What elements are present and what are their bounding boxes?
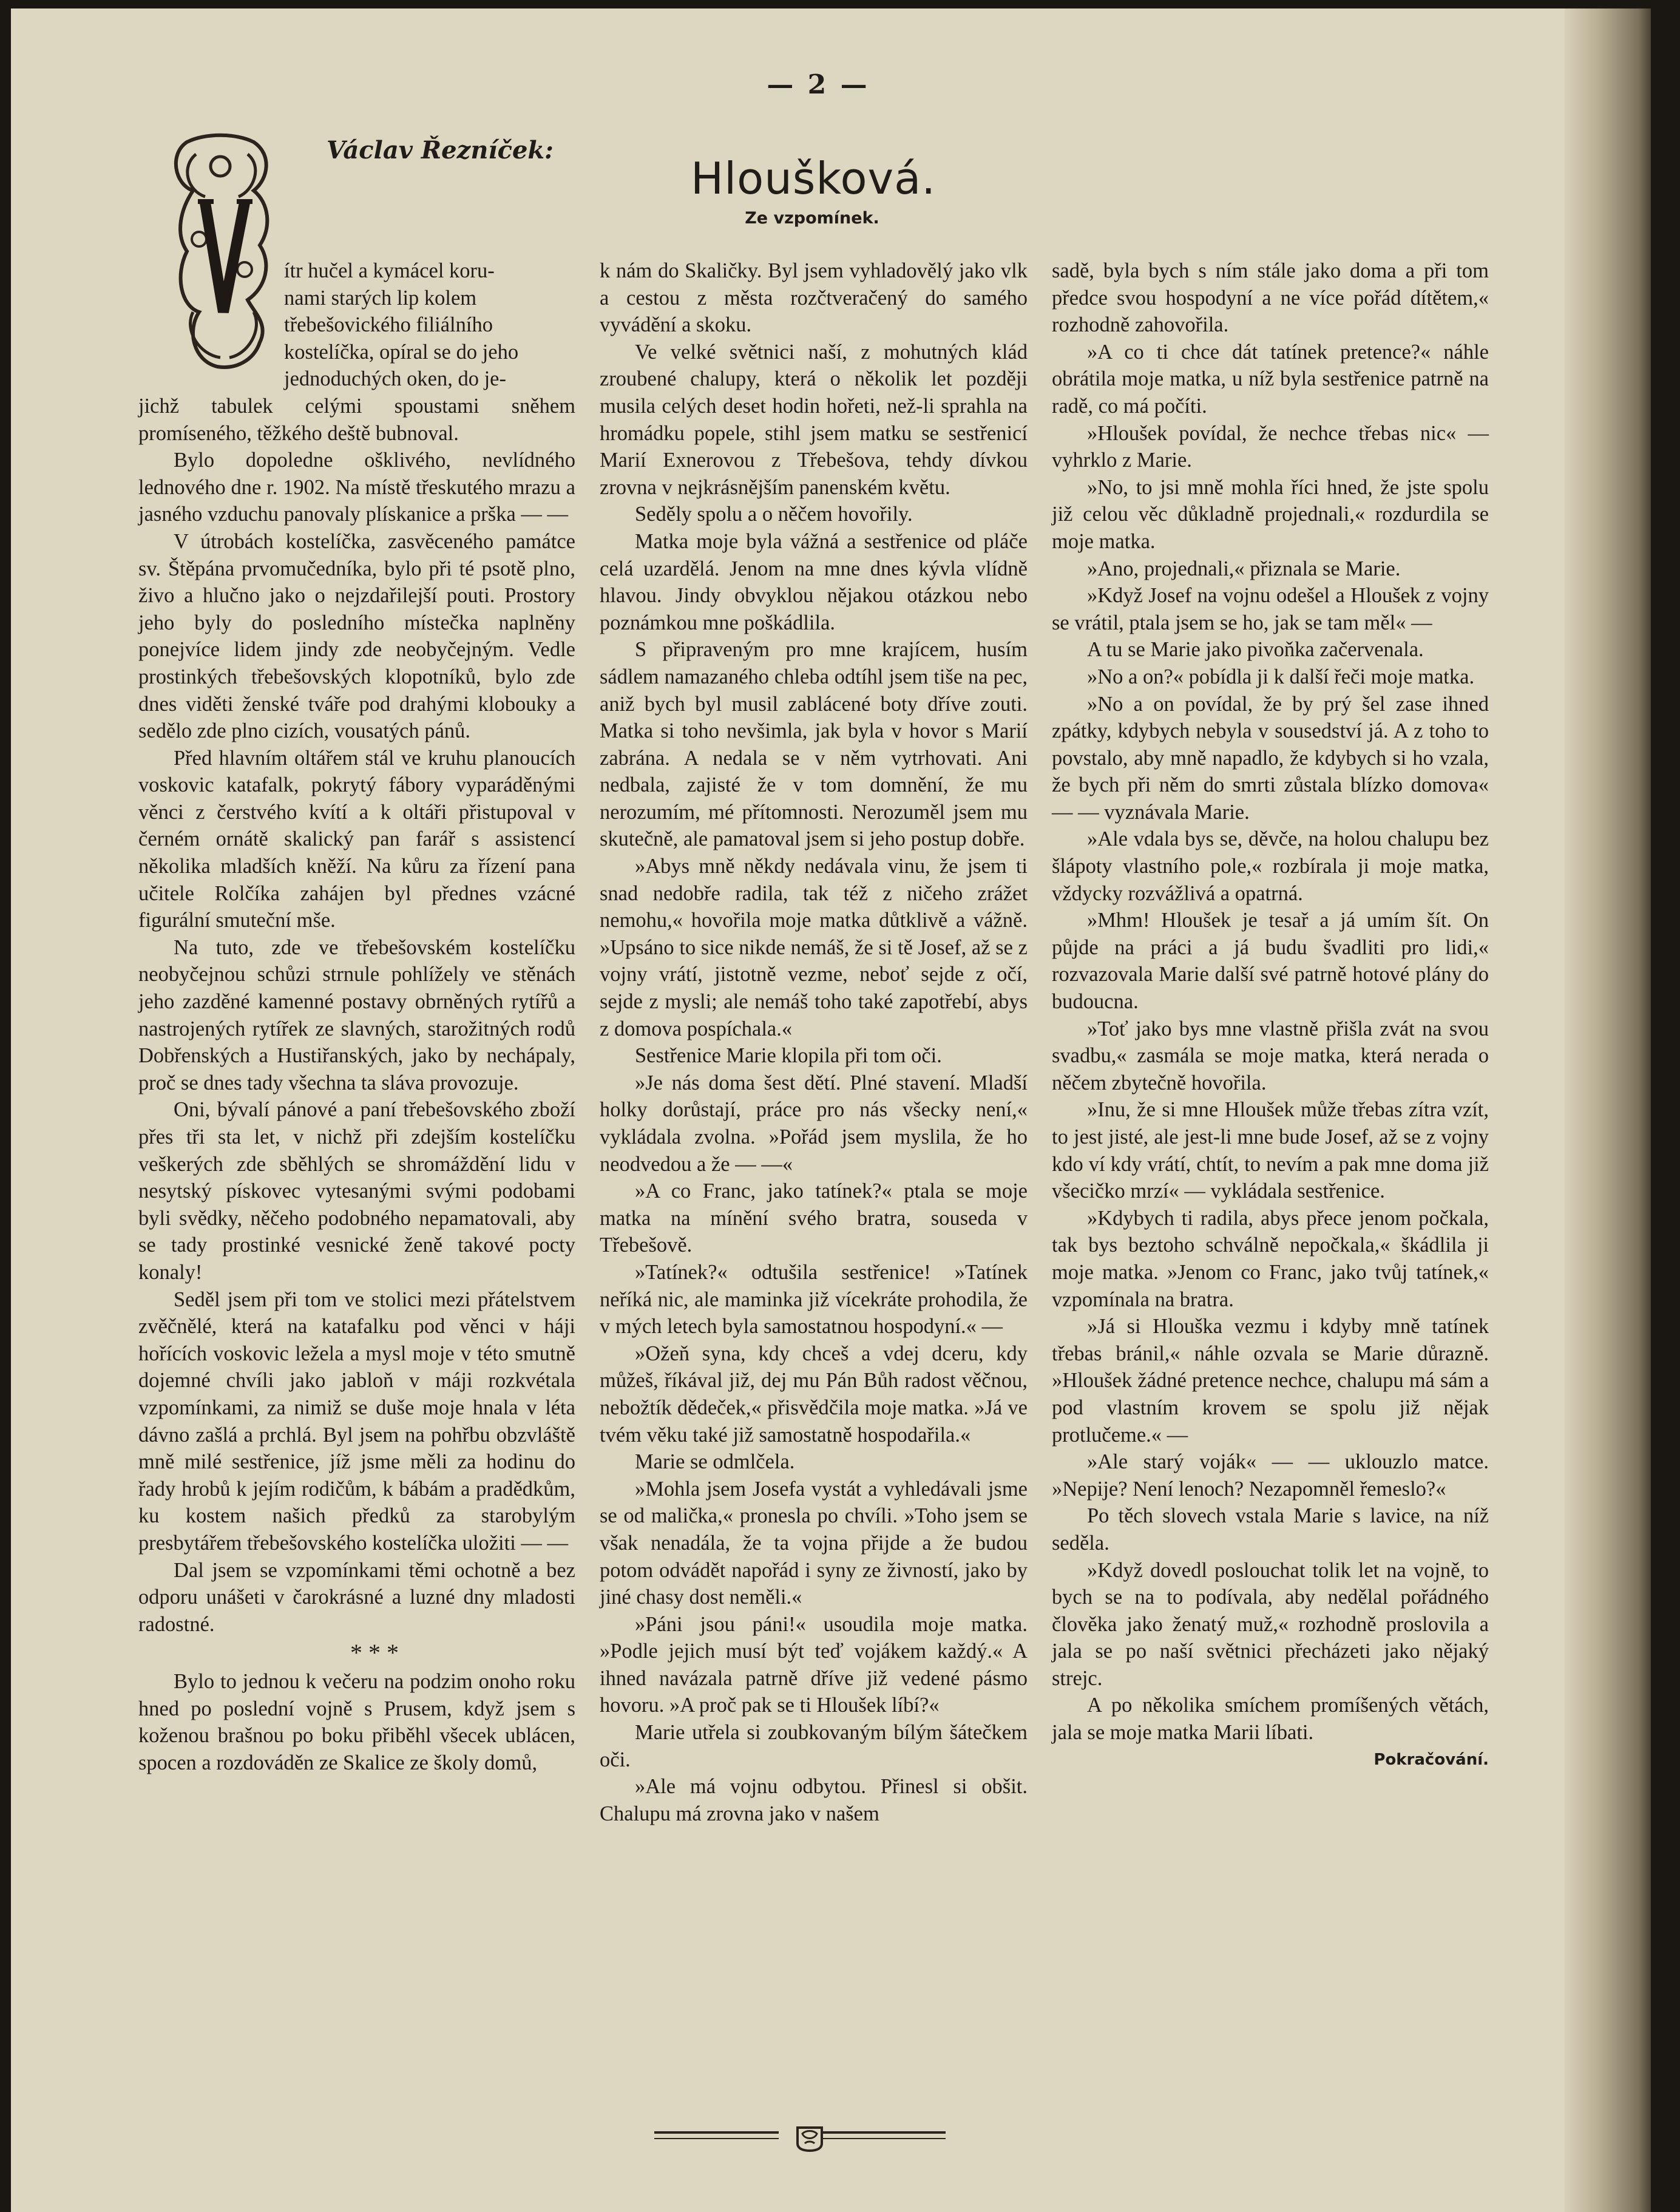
paragraph: jichž tabulek celými spoustami sněhem promíseného, těžkého deště bubnoval. xyxy=(138,394,575,445)
paragraph: »Mohla jsem Josefa vystát a vyhledávali jsme se od malička,« pronesla po chvíli. »Toho jsem se však nenadála, že ta vojna přijde a že budou potom odvádět napořád i syny ze živností, jako by jiné chasy dost neměli.« xyxy=(600,1477,1028,1609)
paragraph: Po těch slovech vstala Marie s lavice, na níž seděla. xyxy=(1052,1504,1489,1555)
paragraph: Seděl jsem při tom ve stolici mezi přátelstvem zvěčnělé, která na katafalku pod věnci v háji hořících voskovic ležela a mysl moje v této smutně dojemné chvíli jako jabloň v máji rozkvétala vzpomínkami, za nimiž se duše moje hnala v léta dávno zašlá a prchlá. Byl jsem na pohřbu obzvláště mně milé sestřenice, jíž jsme měli za hodinu do řady hrobů k jejím rodičům, k bábám a pradědkům, ku kostem našich předků za starobylým presbytářem třebešovského kostelíčka uložiti — — xyxy=(138,1288,575,1555)
paragraph: »A co Franc, jako tatínek?« ptala se moje matka na mínění svého bratra, souseda v Třebešově. xyxy=(600,1179,1028,1257)
paragraph: Marie utřela si zoubkovaným bílým šátečkem oči. xyxy=(600,1721,1028,1771)
paragraph: »Když Josef na vojnu odešel a Hloušek z vojny se vrátil, ptala jsem se ho, jak se tam měl« — xyxy=(1052,584,1489,634)
paragraph: Ve velké světnici naší, z mohutných klád zroubené chalupy, která o několik let později musila celých deset hodin hořeti, než-li sprahla na hromádku popele, stihl jsem matku se sestřenicí Marií Exnerovou z Třebešova, tehdy dívkou zrovna v nejkrásnějším panenském květu. xyxy=(600,340,1028,499)
paragraph: »Tatínek?« odtušila sestřenice! »Tatínek neříká nic, ale maminka již vícekráte prohodila, že v mých letech byla samostatnou hospodyní.« — xyxy=(600,1260,1028,1338)
paragraph: Oni, bývalí pánové a paní třebešovského zboží přes tři sta let, v nichž při zdejším kostelíčku veškerých zde sběhlých se shromáždění lidu v nesytský pískovec vytesanými svými podobami byli svědky, něčeho podobného nepamatovali, aby se tady prostinké vesnické ženě takové pocty konaly! xyxy=(138,1098,575,1284)
paragraph: »Je nás doma šest dětí. Plné stavení. Mladší holky dorůstají, práce pro nás všecky není,« vykládala zvolna. »Pořád jsem myslila, že ho neodvedou a že — —« xyxy=(600,1071,1028,1176)
paragraph: k nám do Skaličky. Byl jsem vyhladovělý jako vlk a cestou z města rozčtveračený do samého vyvádění a skoku. xyxy=(600,259,1028,337)
text-column-2 xyxy=(600,257,1028,1827)
page-number: — 2 — xyxy=(767,69,870,100)
ornament-emblem-icon xyxy=(794,2125,825,2152)
paragraph: Před hlavním oltářem stál ve kruhu planoucích voskovic katafalk, pokrytý fábory vyparáděnými věnci z čerstvého kvítí a k oltáři přistupoval v černém ornátě skalický pan farář s assistencí několika mladších kněží. Na kůru za řízení pana učitele Rolčíka zahájen byl přednes vzácné figurální smuteční mše. xyxy=(138,746,575,932)
section-break: * * * xyxy=(350,1639,399,1667)
paragraph: »Ale starý voják« — — uklouzlo matce. »Nepije? Není lenoch? Nezapomněl řemeslo?« xyxy=(1052,1450,1489,1501)
paragraph: »Ale vdala bys se, děvče, na holou chalupu bez šlápoty vlastního pole,« rozbírala ji moje matka, vždycky rozvážlivá a opatrná. xyxy=(1052,827,1489,905)
paragraph: Na tuto, zde ve třebešovském kostelíčku neobyčejnou schůzi strnule pohlížely ve stěnách jeho zazděné kamenné postavy obrněných rytířů a nastrojených rytířek ze slavných, starožitných rodů Dobřenských a Hustiřanských, jako by nechápaly, proč se dnes tady všechna ta sláva provozuje. xyxy=(138,935,575,1094)
text-column-3 xyxy=(1052,257,1489,1773)
wrap-line: jednoduchých oken, do je- xyxy=(284,367,506,391)
paragraph: »A co ti chce dát tatínek pretence?« náhle obrátila moje matka, u níž byla sestřenice patrně na radě, co má počíti. xyxy=(1052,340,1489,418)
paragraph: Bylo to jednou k večeru na podzim onoho roku hned po poslední vojně s Prusem, když jsem s koženou brašnou po boku přiběhl všecek ublácen, spocen a rozdováděn ze Skalice ze školy domů, xyxy=(138,1670,575,1775)
paragraph: A tu se Marie jako pivoňka začervenala. xyxy=(1087,638,1424,662)
paragraph: »No a on povídal, že by prý šel zase ihned zpátky, kdybych nebyla v sousedství já. A z toho to povstalo, aby mně napadlo, že kdybych si ho vzala, že bych při něm do smrti zůstala blízko domova« — — vyznávala Marie. xyxy=(1052,692,1489,824)
paragraph: A po několika smíchem promíšených větách, jala se moje matka Marii líbati. xyxy=(1052,1694,1489,1745)
paragraph: »Páni jsou páni!« usoudila moje matka. »Podle jejich musí být teď vojákem každý.« A ihned navázala patrně dříve již vedené pásmo hovoru. »A proč pak se ti Hloušek líbí?« xyxy=(600,1612,1028,1717)
paragraph: »Toť jako bys mne vlastně přišla zvát na svou svadbu,« zasmála se moje matka, která nerada o něčem zbytečně hovořila. xyxy=(1052,1017,1489,1094)
paragraph: S připraveným pro mne krajícem, husím sádlem namazaného chleba odtíhl jsem tiše na pec, aniž bych byl musil zablácené boty dříve zouti. Matka si toho nevšimla, jak byla v hovor s Marií zabrána. A nedala se v něm vytrhovati. Ani nedbala, zajisté že v tom domnění, že mu nerozumím, mé přítomnosti. Nerozuměl jsem mu skutečně, ale pamatoval jsem si jeho postup dobře. xyxy=(600,638,1028,851)
wrap-line: nami starých lip kolem xyxy=(284,286,477,310)
paragraph: »Hloušek povídal, že nechce třebas nic« — vyhrklo z Marie. xyxy=(1052,421,1489,472)
paragraph: »Inu, že si mne Hloušek může třebas zítra vzít, to jest jisté, ale jest-li mne bude Josef, až se z vojny kdo ví kdy vrátí, chtít, to nevím a pak mne doma již všecičko mrzí« — vykládala sestřenice. xyxy=(1052,1098,1489,1203)
paragraph: »Když dovedl poslouchat tolik let na vojně, to bych se na to podívala, aby nedělal pořádného člověka jako ženatý muž,« rozhodně proslovila a jala se po naší světnici přecházeti jako nějaký strejc. xyxy=(1052,1558,1489,1690)
paragraph: »Ano, projednali,« přiznala se Marie. xyxy=(1087,557,1401,580)
article-subtitle: Ze vzpomínek. xyxy=(745,209,879,228)
author-name: Václav Řezníček: xyxy=(327,136,554,165)
paragraph: V útrobách kostelíčka, zasvěceného památce sv. Štěpána prvomučedníka, bylo při té psotě plno, živo a hlučno jako o nejzdařilejší pouti. Prostory jeho byly do posledního místečka naplněny ponejvíce lidem jindy zde neobyčejným. Vedle prostinkých třebešovských klopotníků, bylo zde dnes viděti ženské tváře pod drahými klobouky a sedělo zde plno cizích, vousatých pánů. xyxy=(138,529,575,743)
paragraph: »No a on?« pobídla ji k další řeči moje matka. xyxy=(1087,665,1475,688)
continued-note: Pokračování. xyxy=(1373,1750,1489,1769)
page-sheet xyxy=(11,8,1651,2212)
paragraph: »Ale má vojnu odbytou. Přinesl si obšit. Chalupu má zrovna jako v našem xyxy=(600,1775,1028,1825)
paragraph: Bylo dopoledne ošklivého, nevlídného lednového dne r. 1902. Na místě třeskutého mrazu a jasného vzduchu panovaly plískanice a prška — — xyxy=(138,449,575,526)
paragraph: Seděly spolu a o něčem hovořily. xyxy=(635,503,913,526)
paragraph: »Já si Hlouška vezmu i kdyby mně tatínek třebas bránil,« náhle ozvala se Marie důrazně. »Hloušek žádné pretence nechce, chalupu má sám a pod vlastním krovem se spolu již nějak protlučeme.« — xyxy=(1052,1315,1489,1447)
paragraph: Dal jsem se vzpomínkami těmi ochotně a bez odporu unášeti v čarokrásné a luzné dny mladosti radostné. xyxy=(138,1558,575,1636)
paragraph: »Ožeň syna, kdy chceš a vdej dceru, kdy můžeš, říkával již, dej mu Pán Bůh radost věčnou, nebožtík dědeček,« přisvědčila moje matka. »Já ve tvém věku také již samostatně hospodařila.« xyxy=(600,1342,1028,1447)
paragraph: Matka moje byla vážná a sestřenice od pláče celá uzardělá. Jenom na mne dnes kývla vlídně hlavou. Jindy obvyklou nějakou otázkou nebo poznámkou mne poškádlila. xyxy=(600,529,1028,634)
article-title: Hloušková. xyxy=(691,153,937,204)
paragraph: »No, to jsi mně mohla říci hned, že jste spolu již celou věc důkladně projednali,« rozdurdila se moje matka. xyxy=(1052,475,1489,553)
paragraph: Marie se odmlčela. xyxy=(635,1450,795,1474)
text-column-1 xyxy=(138,257,575,1777)
paragraph: Sestřenice Marie klopila při tom oči. xyxy=(635,1044,942,1068)
page-binding-edge xyxy=(1565,8,1651,2212)
opening-lines xyxy=(138,257,575,393)
wrap-line: ítr hučel a kymácel koru- xyxy=(284,259,495,282)
paragraph: sadě, byla bych s ním stále jako doma a při tom předce svou hospodyní a ne více pořád dítětem,« rozhodně zahovořila. xyxy=(1052,259,1489,337)
wrap-line: kostelíčka, opíral se do jeho xyxy=(284,340,519,364)
paragraph: »Abys mně někdy nedávala vinu, že jsem ti snad nedobře radila, tak též z ničeho zrážet nemohu,« hovořila moje matka důtklivě a vážně. »Upsáno to sice nikde nemáš, že si tě Josef, až se z vojny vrátí, jistotně vezme, neboť sejde z očí, sejde z mysli; ale nemáš toho také zapotřebí, abys z domova pospíchala.« xyxy=(600,855,1028,1040)
paragraph: »Mhm! Hloušek je tesař a já umím šít. On půjde na práci a já budu švadliti pro lidi,« rozvazovala Marie další své patrně hotové plány do budoucna. xyxy=(1052,909,1489,1014)
wrap-line: třebešovického filiálního xyxy=(284,313,493,337)
paragraph: »Kdybych ti radila, abys přece jenom počkala, tak bys beztoho schválně nepočkala,« škádlila ji moje matka. »Jenom co Franc, jako tvůj tatínek,« vzpomínala na bratra. xyxy=(1052,1206,1489,1311)
